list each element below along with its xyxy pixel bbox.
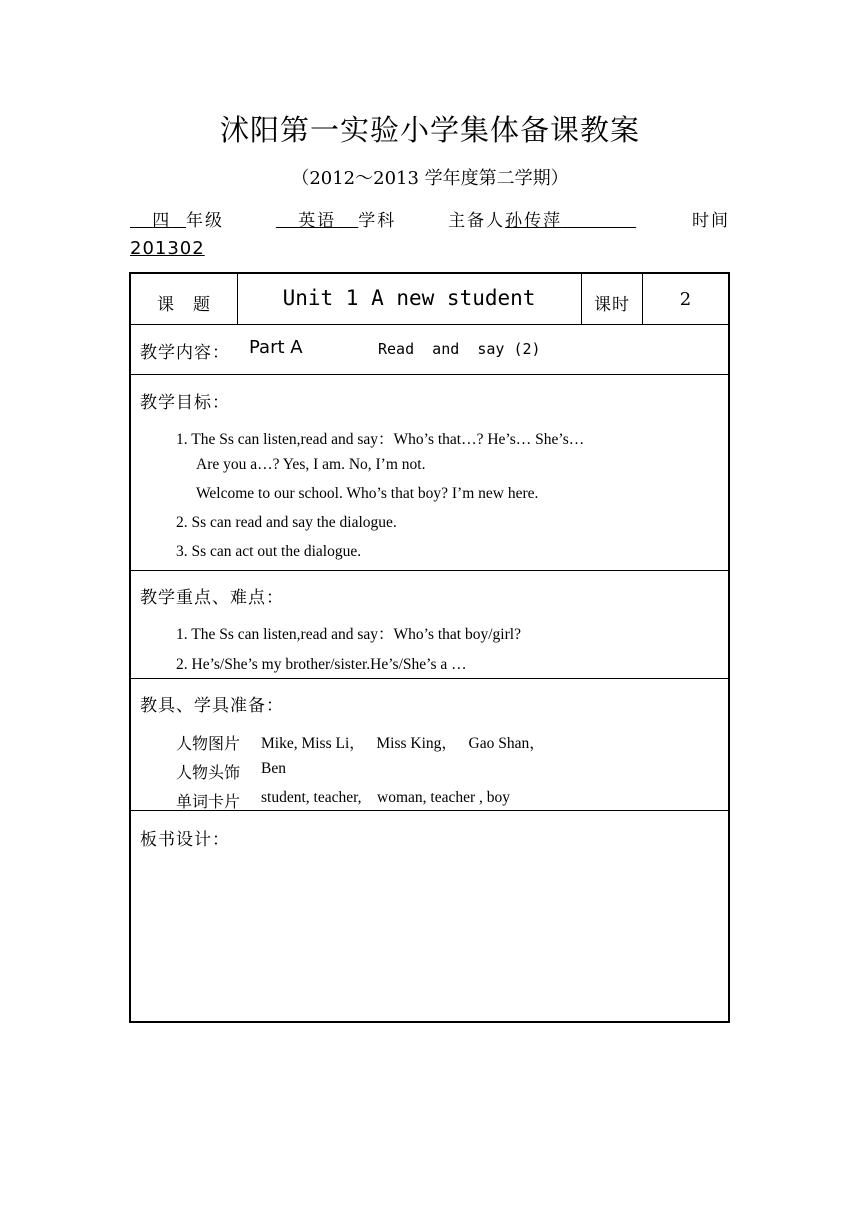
goal-line: Welcome to our school. Who’s that boy? I’m new here. — [196, 485, 539, 502]
key-point-line: 1. The Ss can listen,read and say：Who’s that boy/girl? — [176, 626, 521, 643]
preparer-label: 主备人 — [448, 211, 506, 231]
row-divider — [131, 374, 728, 375]
material-items: Mike, Miss Li， Miss King， Gao Shan， — [261, 735, 545, 752]
period-value: 2 — [679, 289, 692, 310]
period-label: 课时 — [594, 295, 630, 315]
preparer-value: 孙传萍 — [505, 211, 563, 231]
material-items: Ben — [261, 760, 286, 777]
goals-label: 教学目标： — [140, 393, 230, 413]
board-design-label: 板书设计： — [140, 830, 230, 850]
topic-label: 课 题 — [157, 295, 211, 315]
lesson-plan-table — [129, 272, 730, 1023]
row-divider — [131, 570, 728, 571]
school-year: （2012～2013 学年度第二学期） — [291, 168, 569, 189]
material-items: student, teacher, woman, teacher , boy — [261, 789, 511, 806]
key-point-line: 2. He’s/She’s my brother/sister.He’s/She’s a … — [176, 656, 467, 673]
row-divider — [131, 324, 728, 325]
subject-value: 英语 — [298, 211, 337, 231]
subject-label: 学科 — [358, 211, 397, 231]
content-part: Part A — [249, 337, 303, 358]
row-divider — [131, 678, 728, 679]
material-name: 人物头饰 — [176, 763, 241, 782]
time-label: 时间 — [692, 211, 730, 231]
date-value: 201302 — [130, 238, 205, 259]
goal-line: Are you a…? Yes, I am. No, I’m not. — [196, 456, 426, 473]
goal-line: 1. The Ss can listen,read and say：Who’s that…? He’s… She’s… — [176, 431, 585, 448]
material-name: 单词卡片 — [176, 792, 241, 811]
grade-label: 年级 — [186, 211, 225, 231]
info-line — [130, 206, 730, 231]
goal-line: 3. Ss can act out the dialogue. — [176, 543, 362, 560]
topic-value: Unit 1 A new student — [282, 286, 536, 310]
content-detail: Read and say (2) — [378, 340, 541, 358]
grade-value: 四 — [152, 211, 172, 231]
materials-label: 教具、学具准备： — [140, 696, 284, 716]
material-name: 人物图片 — [176, 734, 241, 753]
goal-line: 2. Ss can read and say the dialogue. — [176, 514, 397, 531]
content-label: 教学内容： — [140, 343, 230, 363]
key-points-label: 教学重点、难点： — [140, 588, 284, 608]
page-title: 沭阳第一实验小学集体备课教案 — [219, 113, 640, 147]
